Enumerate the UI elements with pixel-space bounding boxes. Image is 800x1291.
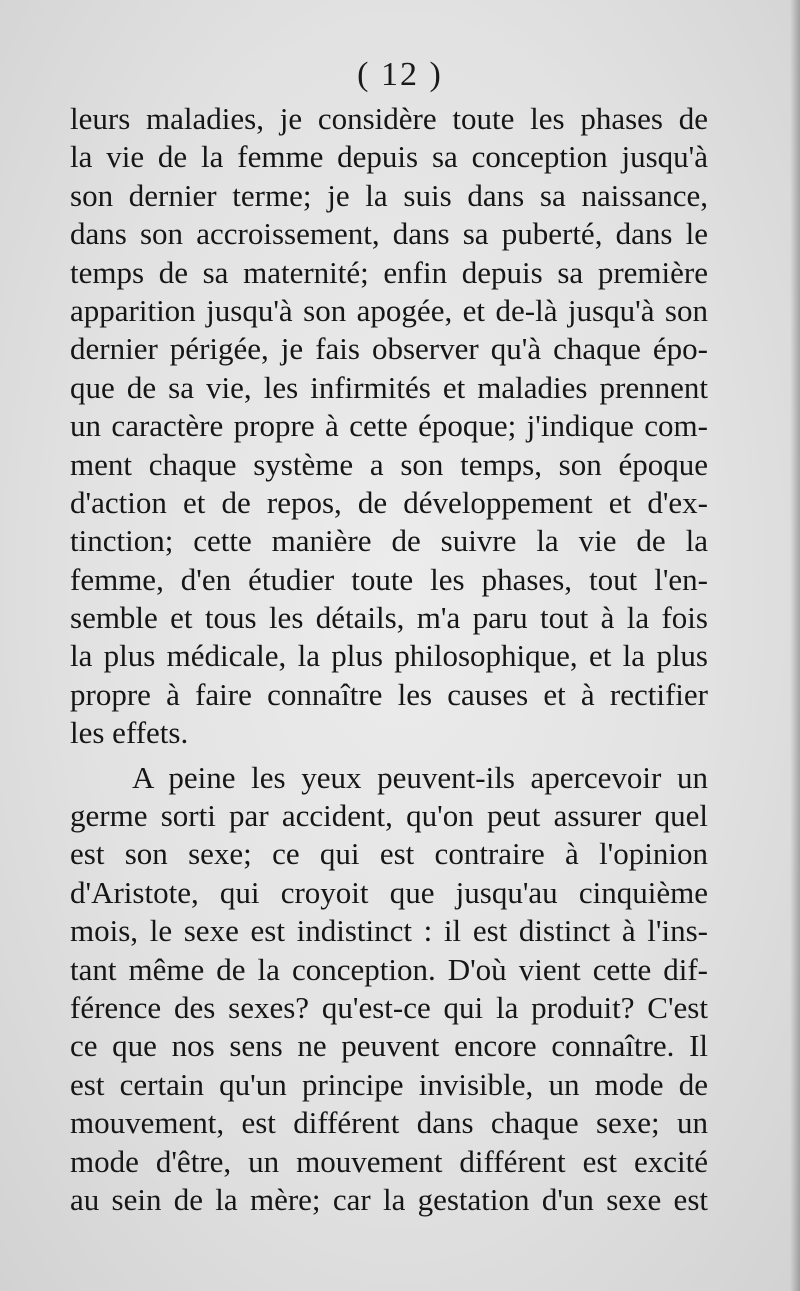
text-line: femme, d'en étudier toute les phases, tout l'en-	[70, 561, 708, 597]
text-line: apparition jusqu'à son apogée, et de-là jusqu'à son	[70, 292, 708, 328]
text-line: d'action et de repos, de développement et d'ex-	[70, 484, 708, 520]
page-edge-shadow	[790, 0, 800, 1291]
text-line: férence des sexes? qu'est-ce qui la produit? C'est	[70, 989, 708, 1025]
text-line: la vie de la femme depuis sa conception jusqu'à	[70, 139, 708, 175]
text-line: mode d'être, un mouvement différent est excité	[70, 1143, 708, 1179]
text-line: est son sexe; ce qui est contraire à l'opinion	[70, 836, 708, 872]
text-line: germe sorti par accident, qu'on peut assurer quel	[70, 798, 708, 834]
page-text	[70, 100, 708, 1219]
text-line: que de sa vie, les infirmités et maladies prennent	[70, 369, 708, 405]
text-line: les effets.	[70, 715, 189, 751]
text-line: dans son accroissement, dans sa puberté, dans le	[70, 216, 708, 252]
text-line: A peine les yeux peuvent-ils apercevoir un	[132, 759, 708, 795]
text-line: la plus médicale, la plus philosophique, et la plus	[70, 638, 708, 674]
paragraph-1	[70, 100, 708, 753]
text-line: tinction; cette manière de suivre la vie de la	[70, 523, 708, 559]
text-line: mois, le sexe est indistinct : il est distinct à l'ins-	[70, 913, 708, 949]
page-number: ( 12 )	[357, 56, 443, 93]
text-line: leurs maladies, je considère toute les phases de	[70, 101, 708, 136]
text-line: propre à faire connaître les causes et à rectifier	[70, 676, 708, 712]
text-line: tant même de la conception. D'où vient cette dif-	[70, 951, 708, 987]
paragraph-2	[70, 759, 708, 1220]
text-line: un caractère propre à cette époque; j'indique com-	[70, 408, 708, 444]
text-line: dernier périgée, je fais observer qu'à chaque épo-	[70, 331, 708, 367]
text-line: d'Aristote, qui croyoit que jusqu'au cinquième	[70, 874, 708, 910]
text-line: au sein de la mère; car la gestation d'un sexe est	[70, 1181, 708, 1217]
text-line: est certain qu'un principe invisible, un mode de	[70, 1066, 708, 1102]
text-line: semble et tous les détails, m'a paru tout à la fois	[70, 600, 708, 636]
text-line: mouvement, est différent dans chaque sexe; un	[70, 1105, 708, 1141]
text-line: ce que nos sens ne peuvent encore connaître. Il	[70, 1028, 708, 1064]
text-line: son dernier terme; je la suis dans sa naissance,	[70, 177, 708, 213]
text-line: ment chaque système a son temps, son époque	[70, 446, 708, 482]
text-line: temps de sa maternité; enfin depuis sa première	[70, 254, 708, 290]
